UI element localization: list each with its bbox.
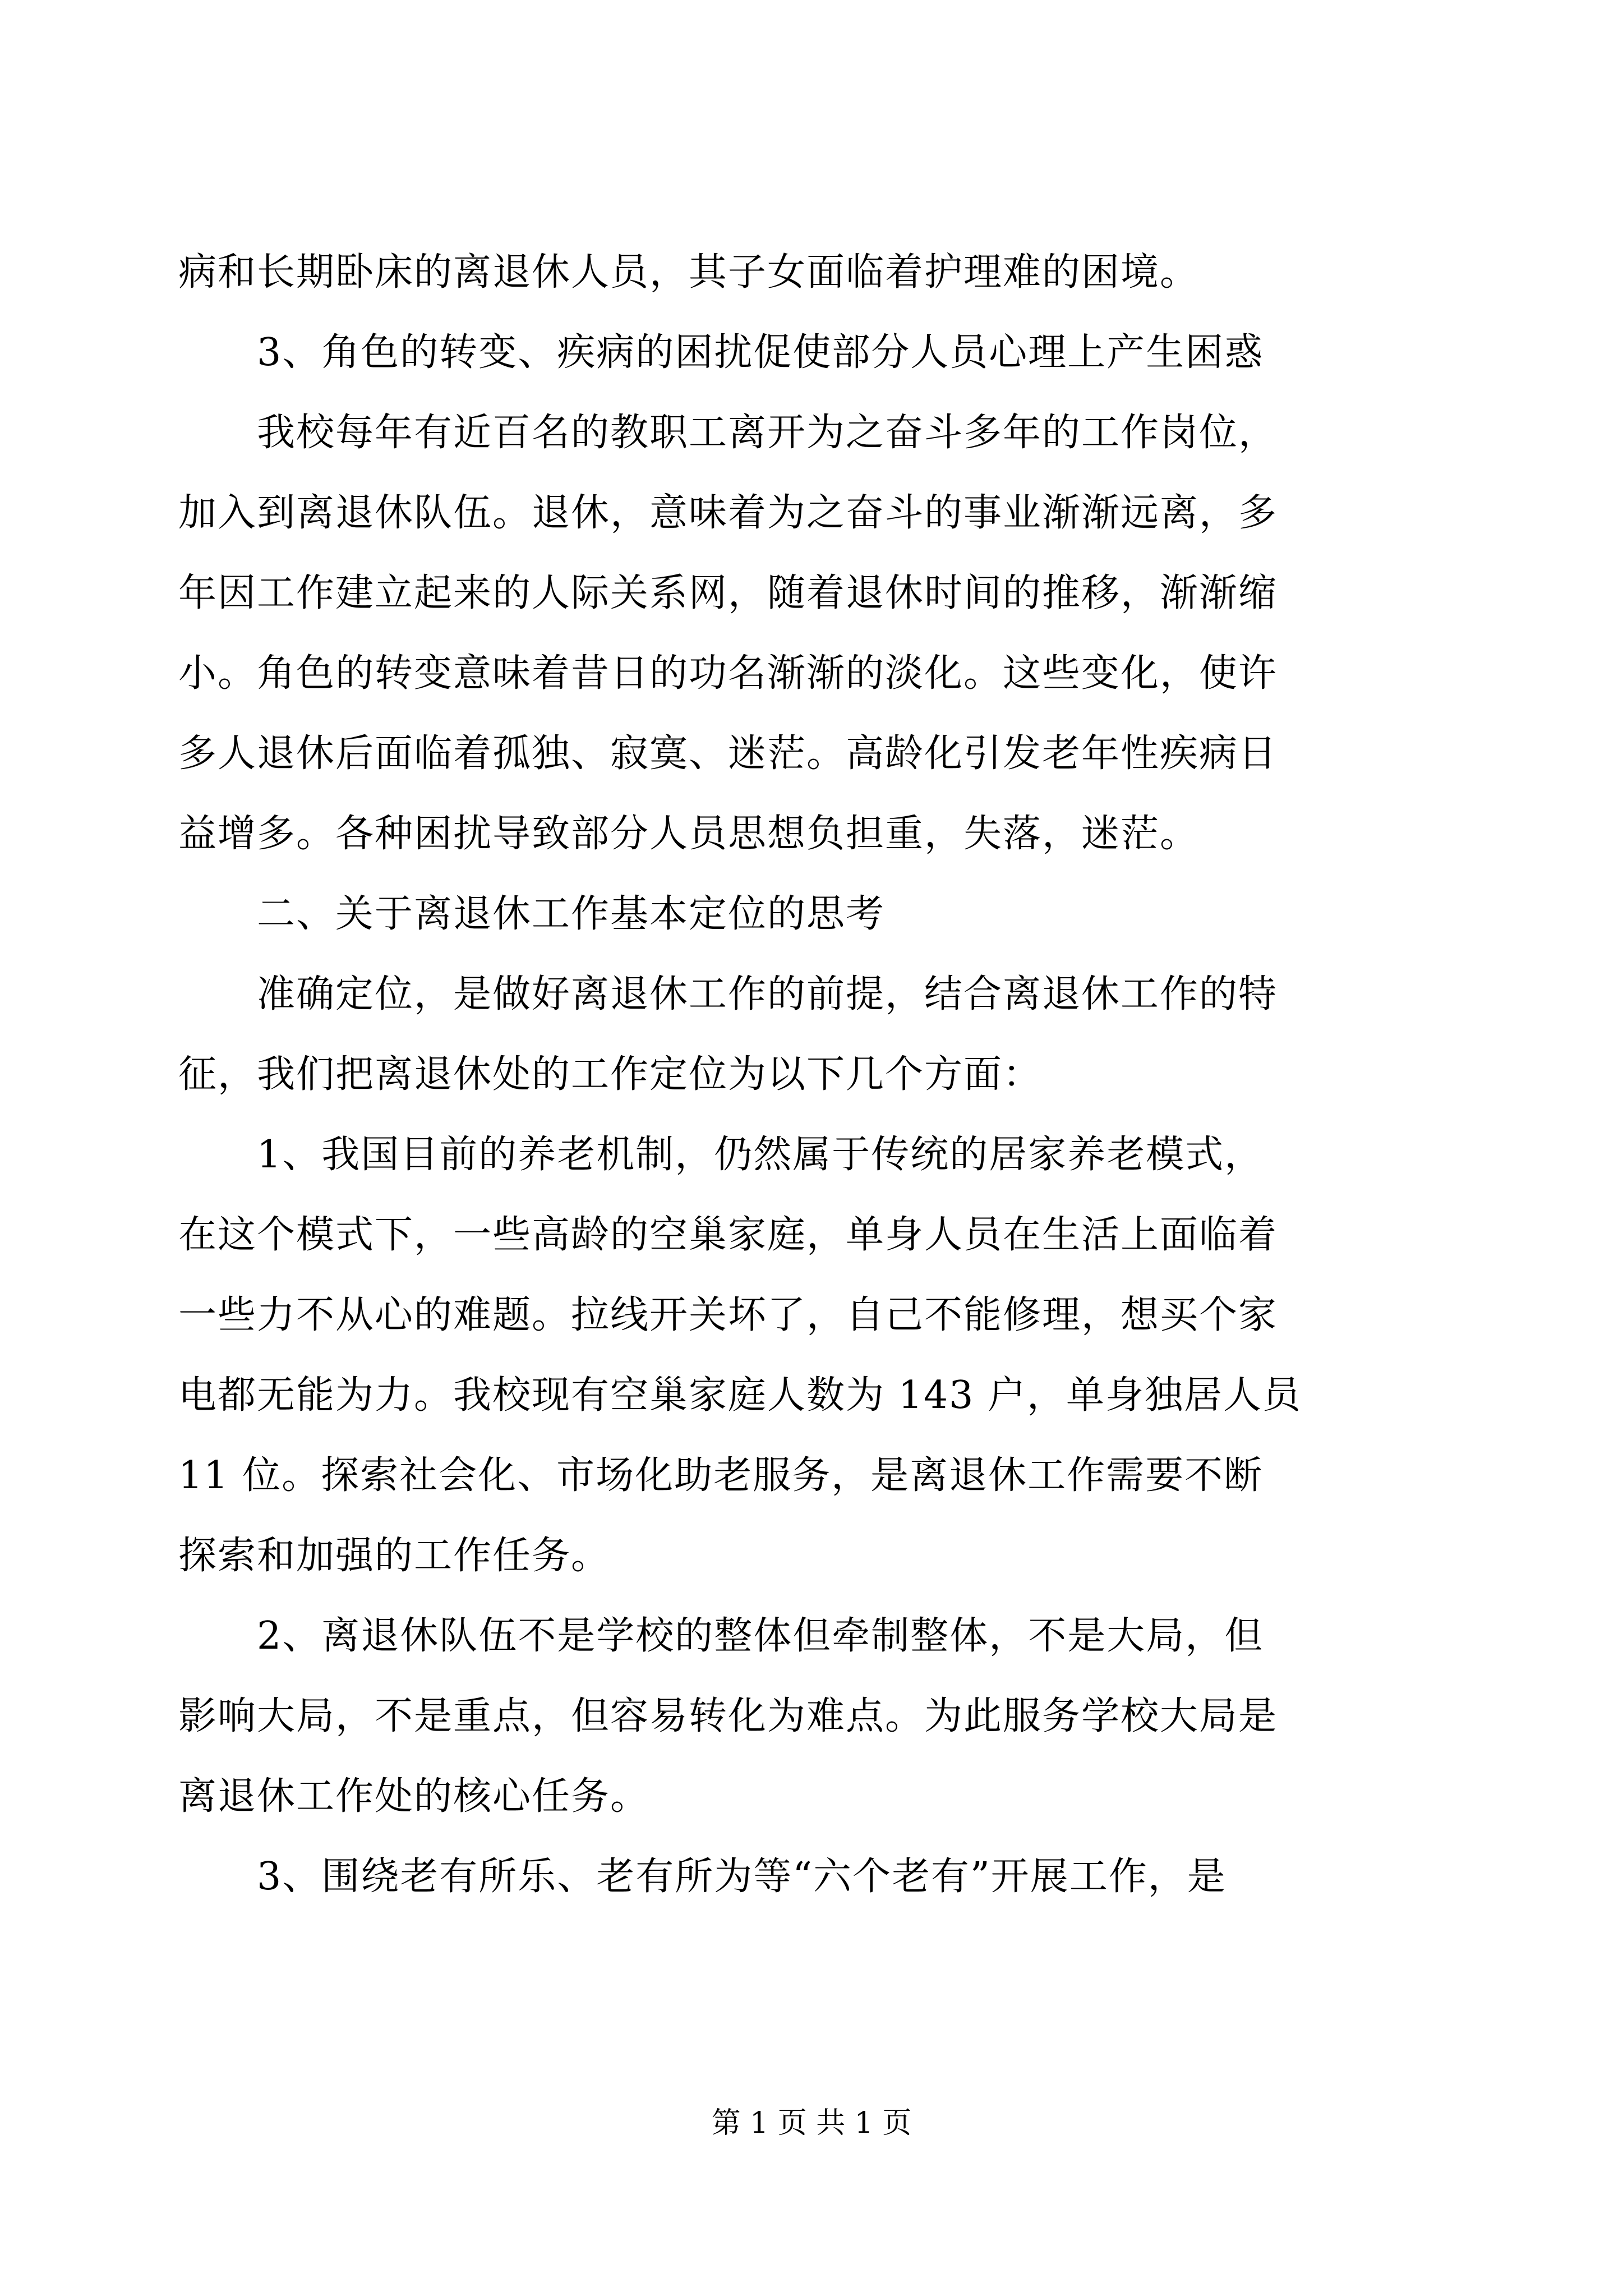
text-line: 3、围绕老有所乐、老有所为等“六个老有”开展工作，是 [257, 1855, 1227, 1899]
text-line: 加入到离退休队伍。退休，意味着为之奋斗的事业渐渐远离，多 [178, 491, 1278, 535]
text-line: 2、离退休队伍不是学校的整体但牵制整体，不是大局，但 [257, 1614, 1264, 1658]
text-line: 益增多。各种困扰导致部分人员思想负担重，失落，迷茫。 [178, 812, 1200, 856]
text-line: 准确定位，是做好离退休工作的前提，结合离退休工作的特 [257, 972, 1278, 1016]
text-line: 在这个模式下，一些高龄的空巢家庭，单身人员在生活上面临着 [178, 1213, 1278, 1257]
document-body [178, 232, 1440, 1917]
text-line: 征，我们把离退休处的工作定位为以下几个方面： [178, 1052, 1043, 1097]
text-line: 11 位。探索社会化、市场化助老服务，是离退休工作需要不断 [178, 1453, 1264, 1498]
text-line: 3、角色的转变、疾病的困扰促使部分人员心理上产生困惑 [257, 330, 1264, 375]
text-line: 探索和加强的工作任务。 [178, 1534, 611, 1578]
text-line: 1、我国目前的养老机制，仍然属于传统的居家养老模式， [257, 1133, 1264, 1177]
text-line: 一些力不从心的难题。拉线开关坏了，自己不能修理，想买个家 [178, 1293, 1278, 1337]
text-line: 病和长期卧床的离退休人员，其子女面临着护理难的困境。 [178, 250, 1200, 295]
text-line: 影响大局，不是重点，但容易转化为难点。为此服务学校大局是 [178, 1694, 1278, 1738]
text-line: 电都无能为力。我校现有空巢家庭人数为 143 户，单身独居人员 [178, 1373, 1302, 1418]
text-line: 我校每年有近百名的教职工离开为之奋斗多年的工作岗位， [257, 411, 1278, 455]
page-footer: 第 1 页 共 1 页 [711, 2106, 912, 2140]
text-line: 年因工作建立起来的人际关系网，随着退休时间的推移，渐渐缩 [178, 571, 1278, 615]
text-line: 多人退休后面临着孤独、寂寞、迷茫。高龄化引发老年性疾病日 [178, 731, 1278, 776]
text-line: 二、关于离退休工作基本定位的思考 [257, 892, 886, 936]
text-line: 小。角色的转变意味着昔日的功名渐渐的淡化。这些变化，使许 [178, 651, 1278, 696]
text-line: 离退休工作处的核心任务。 [178, 1774, 650, 1819]
